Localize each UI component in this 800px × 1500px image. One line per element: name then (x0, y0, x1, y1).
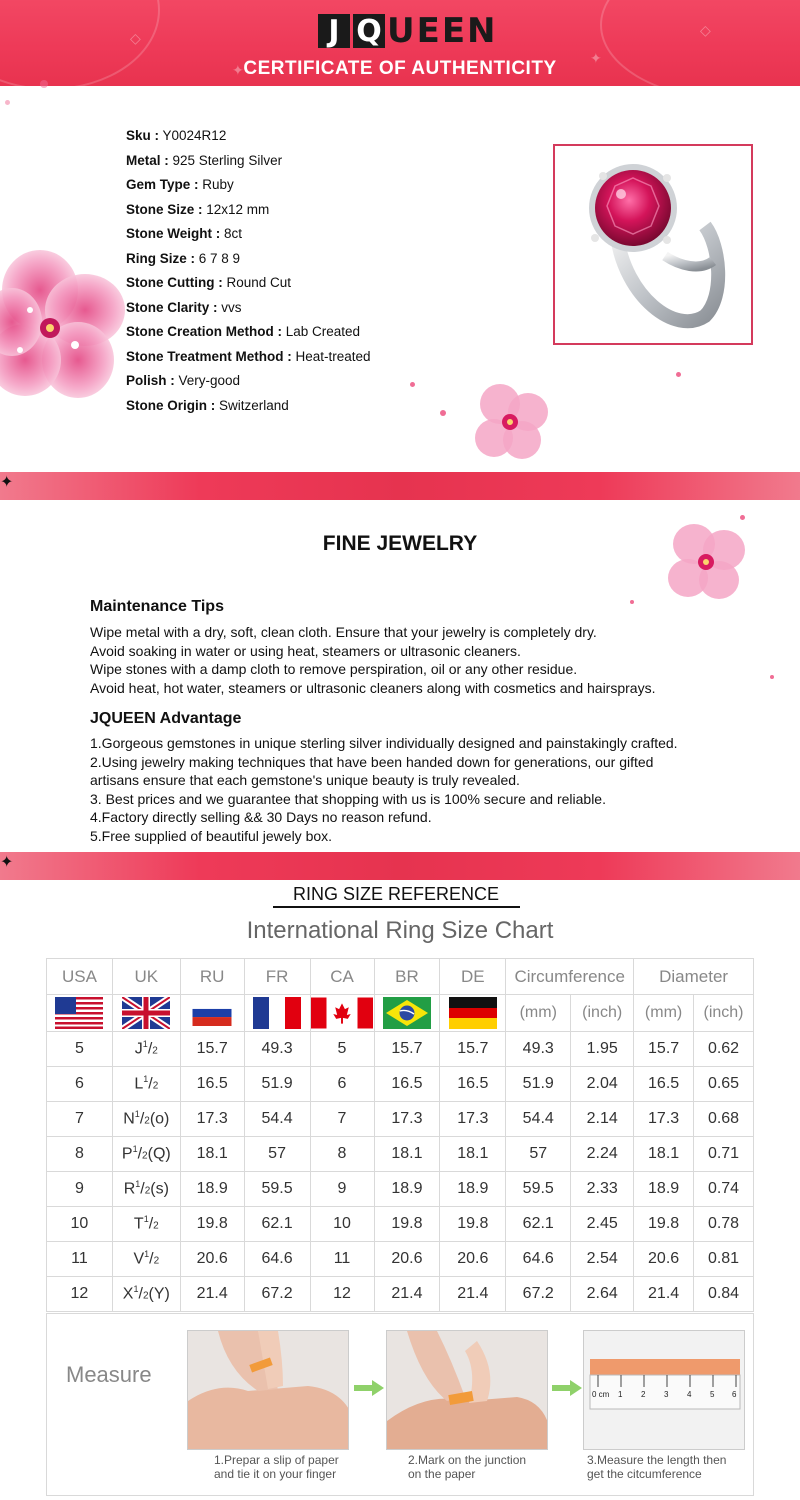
measure-label: Measure (66, 1362, 152, 1387)
cell-usa: 12 (47, 1277, 113, 1312)
table-row (47, 1102, 754, 1137)
advantage-text (90, 734, 770, 845)
unit-diam-inch: (inch) (694, 995, 754, 1032)
ruler-mark: 6 (732, 1390, 737, 1399)
header-de: DE (440, 959, 506, 995)
cell-br: 20.6 (374, 1242, 440, 1277)
maintenance-text (90, 623, 770, 697)
spec-stone-weight: Stone Weight : 8ct (126, 226, 243, 241)
cell-ca: 12 (310, 1277, 374, 1312)
ruler-mark: 0 cm (592, 1390, 610, 1399)
advantage-line: 5.Free supplied of beautiful jewely box. (90, 827, 333, 844)
spec-sku: Sku : Y0024R12 (126, 128, 227, 143)
logo-letter-j: J (318, 14, 350, 48)
cell-fr: 62.1 (244, 1207, 310, 1242)
cell-ru: 20.6 (180, 1242, 244, 1277)
spec-stone-cutting: Stone Cutting : Round Cut (126, 275, 292, 290)
cell-de: 20.6 (440, 1242, 506, 1277)
cell-d-in: 0.65 (694, 1067, 754, 1102)
step-1-caption (214, 1453, 339, 1481)
flower-decoration (0, 250, 140, 410)
cell-usa: 6 (47, 1067, 113, 1102)
step-3-caption (587, 1453, 726, 1481)
sparkle-icon: ◇ (130, 30, 141, 46)
dot-decoration (630, 600, 634, 604)
ruler-measure-icon (584, 1331, 745, 1450)
cell-d-in: 0.78 (694, 1207, 754, 1242)
table-flag-row (47, 995, 754, 1032)
cell-d-mm: 18.9 (634, 1172, 694, 1207)
dot-decoration (440, 410, 446, 416)
cell-c-in: 2.64 (571, 1277, 634, 1312)
cell-ru: 21.4 (180, 1277, 244, 1312)
maintenance-line: Avoid heat, hot water, steamers or ultrasonic cleaners along with cosmetics and hairsprays. (90, 679, 656, 696)
spec-polish: Polish : Very-good (126, 373, 241, 388)
dot-decoration (740, 515, 745, 520)
spec-ring-size: Ring Size : 6 7 8 9 (126, 250, 241, 266)
cell-de: 16.5 (440, 1067, 506, 1102)
cell-de: 21.4 (440, 1277, 506, 1312)
cell-ca: 7 (310, 1102, 374, 1137)
dot-decoration (770, 675, 774, 679)
cell-br: 16.5 (374, 1067, 440, 1102)
ruler-mark: 2 (641, 1390, 646, 1399)
flag-cell (180, 995, 244, 1032)
dot-decoration (676, 372, 681, 377)
cell-usa: 5 (47, 1032, 113, 1067)
sparkle-icon: ✦ (232, 62, 244, 78)
maintenance-line: Avoid soaking in water or using heat, steamers or ultrasonic cleaners. (90, 642, 521, 659)
table-row (47, 1277, 754, 1312)
caption-line: get the citcumference (587, 1467, 702, 1481)
ruler-mark: 3 (664, 1390, 669, 1399)
cell-usa: 10 (47, 1207, 113, 1242)
cell-ru: 15.7 (180, 1032, 244, 1067)
section-divider (0, 472, 800, 500)
unit-diam-mm: (mm) (634, 995, 694, 1032)
arrow-right-icon (354, 1380, 384, 1396)
cell-d-mm: 19.8 (634, 1207, 694, 1242)
cell-de: 17.3 (440, 1102, 506, 1137)
flower-decoration (470, 382, 554, 462)
cell-uk: $R^1/2(s)$ (112, 1172, 180, 1207)
caption-line: 1.Prepar a slip of paper (214, 1453, 339, 1467)
step-2-photo (386, 1330, 548, 1450)
table-header-row (47, 959, 754, 995)
cell-ru: 19.8 (180, 1207, 244, 1242)
brand-logo (318, 11, 498, 51)
ruler-mark: 1 (618, 1390, 623, 1399)
ruler-mark: 4 (687, 1390, 692, 1399)
cell-fr: 57 (244, 1137, 310, 1172)
cell-c-in: 2.04 (571, 1067, 634, 1102)
cell-c-mm: 64.6 (506, 1242, 571, 1277)
cell-c-in: 2.24 (571, 1137, 634, 1172)
advantage-line: 4.Factory directly selling && 30 Days no reason refund. (90, 809, 432, 825)
header-usa: USA (47, 959, 113, 995)
arrow-right-icon (552, 1380, 582, 1396)
cell-d-in: 0.81 (694, 1242, 754, 1277)
cell-fr: 67.2 (244, 1277, 310, 1312)
spec-list (126, 124, 371, 418)
spec-creation-method: Stone Creation Method : Lab Created (126, 324, 361, 339)
header-fr: FR (244, 959, 310, 995)
cell-c-in: 2.54 (571, 1242, 634, 1277)
flag-cell (374, 995, 440, 1032)
cell-uk: $N^1/2(o)$ (112, 1102, 180, 1137)
flag-cell (47, 995, 113, 1032)
advantage-heading: JQUEEN Advantage (90, 710, 242, 727)
cell-ca: 6 (310, 1067, 374, 1102)
cell-br: 21.4 (374, 1277, 440, 1312)
cell-ca: 5 (310, 1032, 374, 1067)
ring-size-reference-title: RING SIZE REFERENCE (293, 884, 500, 904)
cell-c-mm: 51.9 (506, 1067, 571, 1102)
cell-d-mm: 20.6 (634, 1242, 694, 1277)
cell-c-mm: 62.1 (506, 1207, 571, 1242)
flower-decoration (664, 522, 750, 602)
cell-de: 15.7 (440, 1032, 506, 1067)
cell-usa: 11 (47, 1242, 113, 1277)
cell-d-in: 0.74 (694, 1172, 754, 1207)
spec-stone-size: Stone Size : 12x12 mm (126, 201, 270, 217)
table-row (47, 1242, 754, 1277)
table-row (47, 1172, 754, 1207)
cell-usa: 9 (47, 1172, 113, 1207)
cell-d-in: 0.71 (694, 1137, 754, 1172)
brazil-flag-icon (383, 997, 431, 1029)
cell-d-mm: 16.5 (634, 1067, 694, 1102)
sparkle-icon: ✦ (590, 50, 602, 66)
table-row (47, 1137, 754, 1172)
caption-line: on the paper (408, 1467, 476, 1481)
cell-c-mm: 67.2 (506, 1277, 571, 1312)
cell-usa: 7 (47, 1102, 113, 1137)
cell-d-mm: 21.4 (634, 1277, 694, 1312)
cell-uk: $T^1/2$ (112, 1207, 180, 1242)
advantage-line: 2.Using jewelry making techniques that have been handed down for generations, our gifted (90, 753, 654, 770)
product-photo (553, 144, 753, 345)
table-row (47, 1067, 754, 1102)
cell-ca: 11 (310, 1242, 374, 1277)
maintenance-heading: Maintenance Tips (90, 598, 224, 615)
header-uk: UK (112, 959, 180, 995)
flag-cell (440, 995, 506, 1032)
cell-de: 18.9 (440, 1172, 506, 1207)
cell-de: 18.1 (440, 1137, 506, 1172)
cell-c-in: 1.95 (571, 1032, 634, 1067)
flag-cell (310, 995, 374, 1032)
spec-stone-origin: Stone Origin : Switzerland (126, 397, 289, 413)
sparkle-icon: ✦ (0, 474, 14, 491)
cell-uk: $J^1/2$ (112, 1032, 180, 1067)
cell-c-in: 2.33 (571, 1172, 634, 1207)
maintenance-line: Wipe stones with a damp cloth to remove perspiration, oil or any other residue. (90, 661, 578, 677)
step-1-photo (187, 1330, 349, 1450)
logo-letter-q: Q (353, 14, 385, 48)
cell-uk: $L^1/2$ (112, 1067, 180, 1102)
cell-d-mm: 17.3 (634, 1102, 694, 1137)
usa-flag-icon (55, 997, 103, 1029)
russia-flag-icon (188, 1000, 236, 1026)
cell-c-mm: 49.3 (506, 1032, 571, 1067)
maintenance-line: Wipe metal with a dry, soft, clean cloth. Ensure that your jewelry is completely dry. (90, 624, 597, 640)
step-3-photo (583, 1330, 745, 1450)
cell-d-mm: 18.1 (634, 1137, 694, 1172)
cell-ru: 17.3 (180, 1102, 244, 1137)
header-ru: RU (180, 959, 244, 995)
flag-cell (244, 995, 310, 1032)
uk-flag-icon (122, 997, 170, 1029)
caption-line: 3.Measure the length then (587, 1453, 727, 1467)
unit-circ-inch: (inch) (571, 995, 634, 1032)
unit-circ-mm: (mm) (506, 995, 571, 1032)
cell-fr: 54.4 (244, 1102, 310, 1137)
cell-d-in: 0.62 (694, 1032, 754, 1067)
cell-br: 18.1 (374, 1137, 440, 1172)
france-flag-icon (253, 997, 301, 1029)
cell-fr: 64.6 (244, 1242, 310, 1277)
cell-c-mm: 57 (506, 1137, 571, 1172)
dot-decoration (410, 382, 415, 387)
cell-ru: 18.9 (180, 1172, 244, 1207)
cell-br: 17.3 (374, 1102, 440, 1137)
dot-decoration (40, 80, 48, 88)
hand-tie-paper-icon (188, 1331, 349, 1450)
cell-c-mm: 59.5 (506, 1172, 571, 1207)
title-underline (273, 906, 520, 908)
cell-br: 19.8 (374, 1207, 440, 1242)
flag-cell (112, 995, 180, 1032)
ruler-mark: 5 (710, 1390, 715, 1399)
cell-fr: 51.9 (244, 1067, 310, 1102)
cell-de: 19.8 (440, 1207, 506, 1242)
cell-ca: 9 (310, 1172, 374, 1207)
cell-br: 18.9 (374, 1172, 440, 1207)
cell-c-mm: 54.4 (506, 1102, 571, 1137)
spec-metal: Metal : 925 Sterling Silver (126, 152, 283, 168)
cell-d-mm: 15.7 (634, 1032, 694, 1067)
cell-c-in: 2.45 (571, 1207, 634, 1242)
header-band (0, 0, 800, 86)
advantage-line: artisans ensure that each gemstone's unique beauty is truly revealed. (90, 772, 520, 788)
cell-uk: $P^1/2(Q)$ (112, 1137, 180, 1172)
cell-uk: $V^1/2$ (112, 1242, 180, 1277)
caption-line: and tie it on your finger (214, 1467, 337, 1481)
ring-size-table (46, 958, 754, 1312)
step-2-caption (408, 1453, 526, 1481)
spec-treatment-method: Stone Treatment Method : Heat-treated (126, 348, 371, 364)
sparkle-icon: ✦ (0, 854, 14, 871)
logo-wordmark: UEEN (387, 11, 498, 51)
sparkle-icon: ◇ (700, 22, 711, 38)
advantage-line: 1.Gorgeous gemstones in unique sterling silver individually designed and painstakingly crafted. (90, 735, 678, 751)
cell-ru: 16.5 (180, 1067, 244, 1102)
ring-size-chart-title: International Ring Size Chart (246, 917, 554, 944)
header-br: BR (374, 959, 440, 995)
cell-fr: 59.5 (244, 1172, 310, 1207)
cell-fr: 49.3 (244, 1032, 310, 1067)
spec-gem-type: Gem Type : Ruby (126, 177, 234, 192)
advantage-line: 3. Best prices and we guarantee that shopping with us is 100% secure and reliable. (90, 790, 606, 807)
header-diameter: Diameter (634, 959, 754, 995)
fine-jewelry-title: FINE JEWELRY (322, 532, 478, 555)
spec-stone-clarity: Stone Clarity : vvs (126, 299, 242, 315)
table-row (47, 1207, 754, 1242)
canada-flag-icon (311, 997, 373, 1029)
cell-usa: 8 (47, 1137, 113, 1172)
hand-mark-paper-icon (387, 1331, 548, 1450)
cell-d-in: 0.68 (694, 1102, 754, 1137)
header-circumference: Circumference (506, 959, 634, 995)
cell-uk: $X^1/2(Y)$ (112, 1277, 180, 1312)
cell-d-in: 0.84 (694, 1277, 754, 1312)
ring-icon (555, 146, 751, 343)
cell-c-in: 2.14 (571, 1102, 634, 1137)
germany-flag-icon (447, 997, 499, 1029)
caption-line: 2.Mark on the junction (408, 1453, 527, 1467)
cell-ca: 8 (310, 1137, 374, 1172)
section-divider (0, 852, 800, 880)
cell-ca: 10 (310, 1207, 374, 1242)
dot-decoration (5, 100, 10, 105)
cell-ru: 18.1 (180, 1137, 244, 1172)
size-rows (47, 1032, 754, 1312)
cell-br: 15.7 (374, 1032, 440, 1067)
header-ca: CA (310, 959, 374, 995)
table-row (47, 1032, 754, 1067)
certificate-title: CERTIFICATE OF AUTHENTICITY (243, 58, 557, 79)
